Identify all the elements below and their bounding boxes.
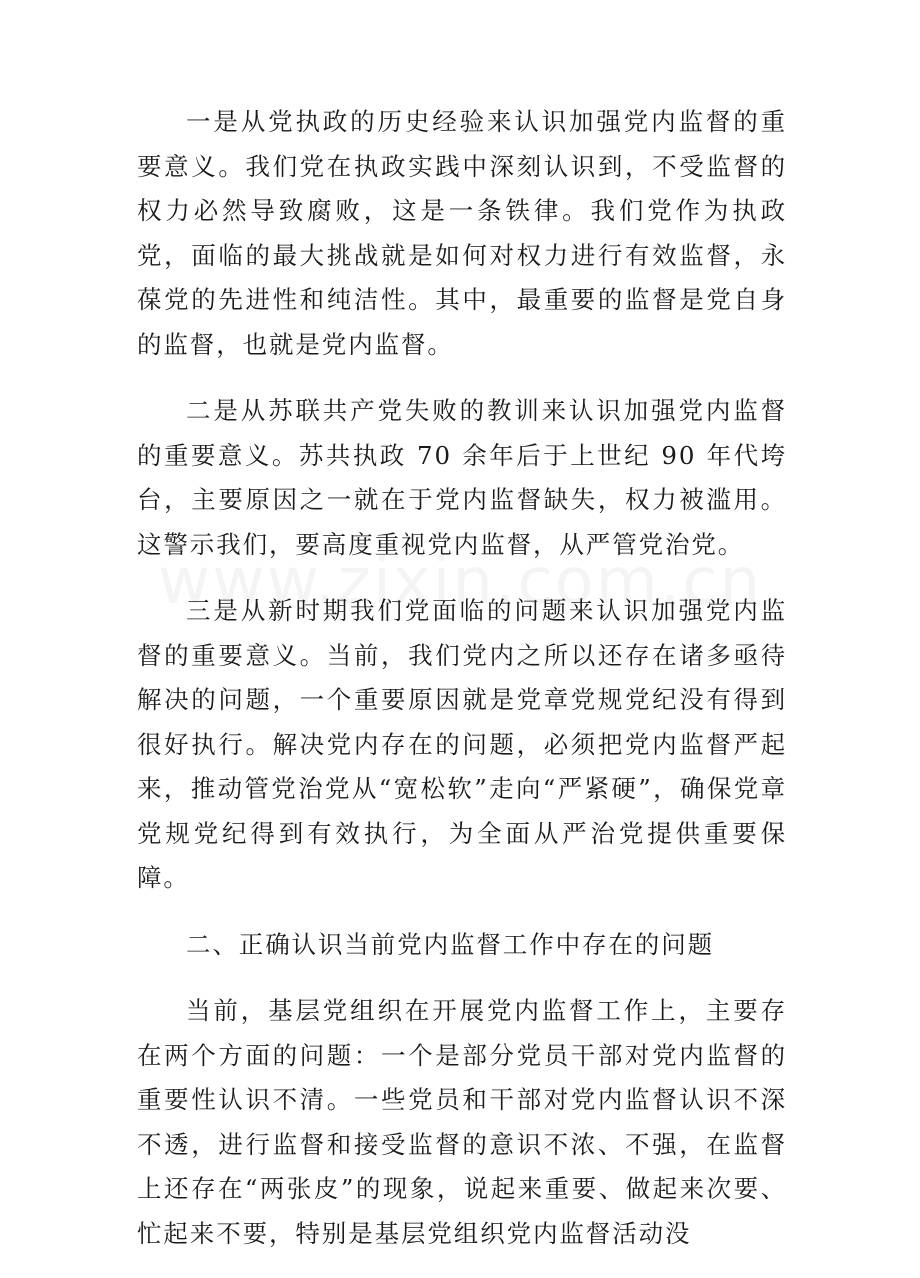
document-body — [137, 100, 787, 1278]
section-heading: 二、正确认识当前党内监督工作中存在的问题 — [186, 929, 714, 959]
paragraph-2: 二是从苏联共产党失败的教训来认识加强党内监督的重要意义。苏共执政 70 余年后于上世纪 90 年代垮台，主要原因之一就在于党内监督缺失，权力被滥用。这警示我们，要高度重视党内监督，从严管党治党。 — [137, 396, 787, 559]
paragraph-4: 当前，基层党组织在开展党内监督工作上，主要存在两个方面的问题：一个是部分党员干部对党内监督的重要性认识不清。一些党员和干部对党内监督认识不深不透，进行监督和接受监督的意识不浓、不强，在监督上还存在“两张皮”的现象，说起来重要、做起来次要、忙起来不要，特别是基层党组织党内监督活动没 — [137, 996, 787, 1248]
paragraph-1: 一是从党执政的历史经验来认识加强党内监督的重要意义。我们党在执政实践中深刻认识到，不受监督的权力必然导致腐败，这是一条铁律。我们党作为执政党，面临的最大挑战就是如何对权力进行有效监督，永葆党的先进性和纯洁性。其中，最重要的监督是党自身的监督，也就是党内监督。 — [137, 107, 787, 359]
paragraph-3: 三是从新时期我们党面临的问题来认识加强党内监督的重要意义。当前，我们党内之所以还存在诸多亟待解决的问题，一个重要原因就是党章党规党纪没有得到很好执行。解决党内存在的问题，必须把党内监督严起来，推动管党治党从“宽松软”走向“严紧硬”，确保党章党规党纪得到有效执行，为全面从严治党提供重要保障。 — [137, 596, 787, 892]
